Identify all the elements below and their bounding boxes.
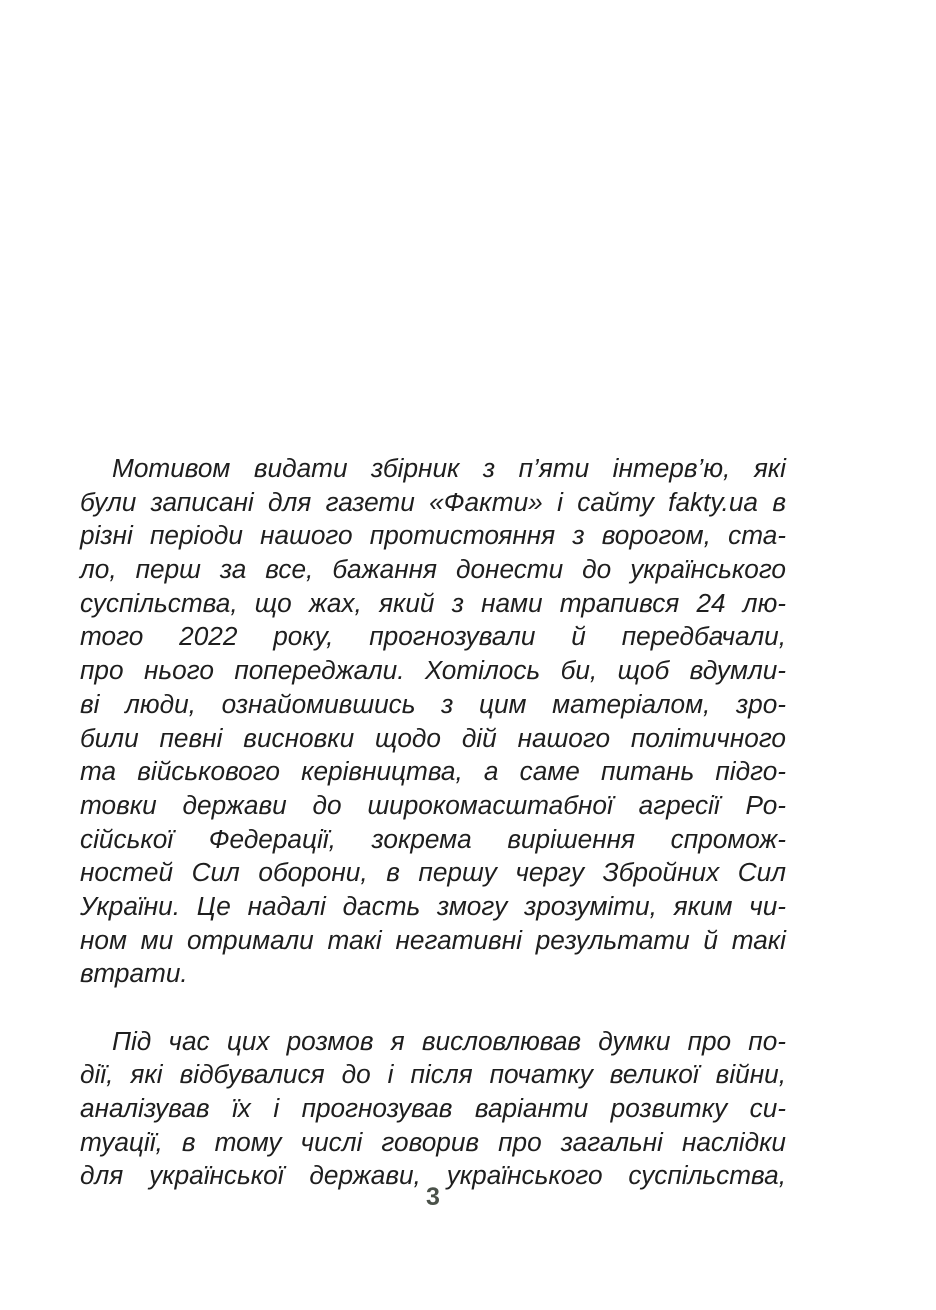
text-line: втрати. bbox=[80, 958, 188, 989]
paragraph-2 bbox=[80, 1025, 786, 1193]
text-line: суспільства, що жах, який з нами трапився 24 лю- bbox=[80, 587, 786, 618]
paragraph-gap bbox=[80, 991, 786, 1025]
text-line: були записані для газети «Факти» і сайту fakty.ua в bbox=[80, 486, 786, 517]
text-line: різні періоди нашого протистояння з ворогом, ста- bbox=[80, 520, 786, 551]
text-line: та військового керівництва, а саме питань підго- bbox=[80, 756, 786, 787]
page-number: 3 bbox=[426, 1183, 440, 1211]
text-line: ном ми отримали такі негативні результати й такі bbox=[80, 924, 786, 955]
text-line: ло, перш за все, бажання донести до українського bbox=[80, 554, 786, 585]
text-line: аналізував їх і прогнозував варіанти розвитку си- bbox=[80, 1093, 786, 1124]
text-line: туації, в тому числі говорив про загальні наслідки bbox=[80, 1126, 786, 1157]
text-line: Мотивом видати збірник з п’яти інтерв’ю, які bbox=[112, 453, 786, 483]
text-line: сійської Федерації, зокрема вирішення спромож- bbox=[80, 823, 786, 854]
text-line: товки держави до широкомасштабної агресії Ро- bbox=[80, 789, 786, 820]
text-line: били певні висновки щодо дій нашого політичного bbox=[80, 722, 786, 753]
text-line: ностей Сил оборони, в першу чергу Збройних Сил bbox=[80, 857, 786, 888]
paragraph-1 bbox=[80, 452, 786, 991]
text-line: дії, які відбувалися до і після початку великої війни, bbox=[80, 1059, 786, 1090]
text-line: того 2022 року, прогнозували й передбачали, bbox=[80, 621, 786, 652]
body-text bbox=[80, 452, 786, 1193]
text-line: ві люди, ознайомившись з цим матеріалом, зро- bbox=[80, 688, 786, 719]
text-line: для української держави, українського суспільства, bbox=[80, 1160, 786, 1191]
text-line: Під час цих розмов я висловлював думки про по- bbox=[112, 1025, 786, 1056]
text-line: України. Це надалі дасть змогу зрозуміти, яким чи- bbox=[80, 890, 786, 921]
text-line: про нього попереджали. Хотілось би, щоб вдумли- bbox=[80, 655, 786, 686]
